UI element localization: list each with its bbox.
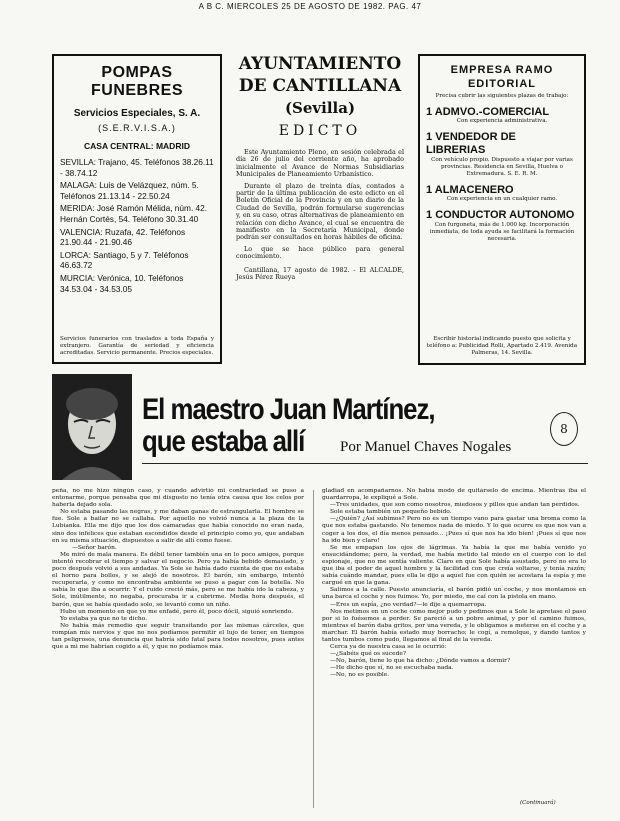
ad-pompas-abbr: (S.E.R.V.I.S.A.) [98, 123, 176, 133]
branch-item: SEVILLA: Trajano, 45. Teléfonos 38.26.11 - 38.74.12 [60, 157, 214, 178]
page-header: A B C. MIERCOLES 25 DE AGOSTO DE 1982. PAG. 47 [198, 2, 422, 11]
job-count: 1 [426, 209, 433, 221]
job-count: 1 [426, 131, 433, 143]
edict-signature: Cantillana, 17 agosto de 1982. - El ALCALDE, Jesús Pérez Rueya [236, 265, 404, 282]
article-paragraph: Yo estaba ya que no te dicho. [60, 615, 147, 622]
ad-cantillana [230, 50, 410, 365]
article-paragraph: peña, no me hizo ningún caso, y cuando advirtió mi contrariedad se puso a entonarme, porque pensaba que mi disgusto no tenía otra causa que los celos por haberla dejado sola. [52, 488, 304, 509]
article-paragraph: Hubo un momento en que yo me enfadé, pero él, poco dócil, siguió sonriendo. [60, 608, 294, 615]
article-paragraph: Me miró de mala manera. Es débil tener también una en lo poco amigos, porque intentó recobrar el tiempo y salvar el negocio. Pero ya había bebido demasiado, y poco después volvió a sus andadas. Ya Sole se había dado cuenta de que no estaba el horno para bollos, y se alejó de nosotros. El barón, sin embargo, intentó recuperarla, y como no encontraba ambiente se puso a pagar con la botella. No sabía lo que iba a ocurrir. Y el ruido creció más, pero se me había ido la cabeza, y Sole, inútilmente, no negaba, procuraba ir a cubrirme. Media hora después, el barón, que se había quedado solo, se levantó como un niño. [52, 551, 304, 608]
branch-item: VALENCIA: Ruzafa, 42. Teléfonos 21.90.44 - 21.90.46 [60, 226, 186, 248]
article-paragraph: —Tres unidades, que son como nosotros, miedosos y pillos que andan tan perdidos. [330, 502, 580, 509]
article-paragraph: —He dicho que sí, no se escuchaba nada. [330, 665, 454, 672]
ad-pompas-central: CASA CENTRAL: MADRID [84, 141, 190, 151]
article-paragraph: No había más remedio que seguir transitando por las mismas cárceles, que rompían mis nervios y que no nos podíamos permitir el lujo de tener, en tiempos tan peligrosos, una denuncia que habría sido fatal para todos nosotros, pues antes que a mi me habrían cogido a él, y que no podíamos más. [52, 622, 304, 651]
chapter-badge [550, 412, 578, 446]
branch-item: MURCIA: Verónica, 10. Teléfonos 34.53.04 - 34.53.05 [60, 272, 184, 294]
branch-item: MERIDA: José Ramón Mélida, núm. 42. Hernán Cortés, 54. Teléfono 30.31.40 [60, 203, 208, 224]
job-count: 1 [426, 184, 433, 196]
article-paragraph: Se me empapan los ojos de lágrimas. Ya había la que me había venido yo ensucidándome; pero, la verdad, me había metido tal miedo en el cuerpo con lo del espionaje, que no me sentía valiente. Claro en que Sole había asustado, pero no era lo que iba el poder de aquel hombre y la facilidad con que creía soltarse, y tenía razón; sabía cuándo mandar, pues ella le dijo a aquel fue con quién se acostara la espía y me cargué en que la gana. [322, 544, 586, 587]
headline-rule [142, 463, 588, 464]
article-column-left [52, 488, 304, 808]
article-paragraph: —Eres un espía, ¿no verdad?—le dije a quemarropa. [330, 601, 487, 608]
branch-item: MALAGA: Luis de Velázquez, núm. 5. Teléfonos 21.13.14 - 22.50.24 [60, 180, 199, 201]
job-desc: Con vehículo propio. Dispuesto a viajar por varias provincias. Residencia en Sevilla, Huelva o Extremadura. S. E. R. M. [431, 157, 573, 177]
ad-ramo-title2: EDITORIAL [467, 78, 537, 90]
ad-cantillana-body [236, 149, 404, 282]
article-column-right [322, 488, 586, 798]
edict-paragraph: Durante el plazo de treinta días, contados a partir de la última publicación de este edicto en el Boletín Oficial de la Provincia y en un diario de la Ciudad de Sevilla, podrán formularse sugerencias y, en su caso, otras alternativas de planeamiento en relación con dicho Avance, el cual se encuentra de manifiesto en la Secretaría Municipal, donde podrán ser consultados en horas hábiles de oficina. [236, 181, 404, 242]
job-title: ADMVO.-COMERCIAL [434, 106, 550, 118]
article-paragraph: —Señor barón. [72, 544, 117, 551]
job-count: 1 [426, 106, 433, 118]
article-paragraph: —No, no es posible. [330, 672, 390, 679]
job-title: ALMACENERO [434, 184, 514, 196]
ad-ramo-title1: EMPRESA RAMO [450, 64, 554, 76]
ad-cantillana-title3: (Sevilla) [284, 99, 356, 117]
article-paragraph: Salimos a la calle. Puesto anunciaría, el barón pidió un coche, y nos montamos en una barca el coche y nos fuimos. Yo, por miedo, me caí con la pistola en mano. [322, 587, 586, 601]
ad-cantillana-title1: AYUNTAMIENTO [238, 54, 402, 74]
article-paragraph: —No, barón, tiene lo que ha dicho: ¿Dónde vamos a dormir? [330, 658, 511, 665]
ad-pompas-branches [54, 151, 220, 294]
continued-note: (Continuará) [520, 800, 556, 806]
article-paragraph: Sole estaba también un pequeño bebido. [330, 509, 452, 516]
ad-cantillana-title4: EDICTO [278, 123, 362, 139]
article-paragraph: gladiad en acompañarnos. No había modo de quitárselo de encima. Mientras iba el guardarropa, le expliqué a Sole. [322, 488, 586, 502]
edict-paragraph: Este Ayuntamiento Pleno, en sesión celebrada el día 26 de julio del corriente año, ha aprobado inicialmente el Avance de Normas Subsidiarias Municipales de Planeamiento Urbanístico. [236, 148, 404, 179]
article-paragraph: Nos metimos en un coche como mejor pudo y pedimos que a Sole le apretase el paso por si lo fuésemos a perder. Se pareció a un pobre animal, y por el camino fuimos, mientras el barón daba gritos, por una vereda, y le obligamos a meterse en el coche y a marchar. El barón había estado muy borracho; le cogí, a remolque, y dando tantos y tantos tumbos como pudo, llegamos al final de la vereda. [322, 608, 586, 643]
job-title: CONDUCTOR AUTONOMO [435, 209, 575, 221]
job-item [426, 106, 578, 125]
feature-byline: Por Manuel Chaves Nogales [340, 439, 512, 455]
edict-paragraph: Lo que se hace público para general conocimiento. [236, 244, 404, 261]
feature-title-2: que estaba allí [142, 425, 305, 458]
ad-ramo-footer: Escribir historial indicando puesto que solicita y teléfono a: Publicidad Rolli, Apartado 2.419. Avenida Palmeras, 14. Sevilla. [426, 336, 578, 356]
job-item [426, 184, 578, 203]
article-paragraph: —¿Quién? ¿Así subimos? Pero no es un tiempo vano para gastar una broma como la que nos estaba gastando. No tenemos nada de miedo. Y lo que ocurre es que nos van a coger a los dos, el día menos pensado... ¡Pues sí que nos ha ido bien! ¡Pues sí que nos ha ido bien y claro! [322, 516, 586, 544]
ad-ramo-intro: Precisa cubrir las siguientes plazas de trabajo: [435, 93, 569, 99]
job-desc: Con experiencia administrativa. [456, 118, 548, 124]
ad-empresa-ramo [418, 54, 586, 365]
ad-pompas-footer: Servicios funerarios con traslados a toda España y extranjero. Garantía de seriedad y eficiencia acreditadas. Servicio permanente. Precios especiales. [60, 336, 214, 356]
ad-pompas-subtitle: Servicios Especiales, S. A. [73, 108, 201, 119]
branch-item: LORCA: Santiago, 5 y 7. Teléfonos 46.63.72 [60, 249, 189, 271]
job-title: VENDEDOR DE LIBRERIAS [426, 131, 516, 156]
author-portrait [52, 374, 132, 480]
portrait-illustration [52, 374, 132, 480]
article-paragraph: No estaba pasando las negras, y me daban ganas de estrangularla. El hombre se fue. Sole a bailar no se callaba. Por aquello no volvió nunca a la plaza de la Lubianka. Ella me dijo que los dos camaradas que había conocido no eran nada, sino dos infelices que estaban escondidos desde el principio como yo, que andaban en su misma situación, dispuestos a salir de allí como fuese. [52, 509, 304, 544]
ad-pompas-title: POMPAS FUNEBRES [90, 64, 183, 99]
job-desc: Con furgoneta, más de 1.000 kg. Incorporación inmediata, de toda ayuda se facilitará la formación necesaria. [429, 222, 575, 242]
article-paragraph: Cerca ya de nuestra casa se le ocurrió: [330, 644, 447, 651]
chapter-number: 8 [560, 422, 568, 436]
job-desc: Con experiencia en un cualquier ramo. [446, 196, 558, 202]
feature-title-1: El maestro Juan Martínez, [142, 393, 435, 426]
job-item [426, 209, 578, 243]
ad-cantillana-title2: DE CANTILLANA [238, 76, 402, 96]
ad-pompas-funebres [52, 54, 222, 364]
job-item [426, 131, 578, 178]
feature-headline [142, 394, 542, 458]
column-divider [313, 490, 314, 808]
article-paragraph: —¿Sabéis qué os sucede? [330, 651, 407, 658]
